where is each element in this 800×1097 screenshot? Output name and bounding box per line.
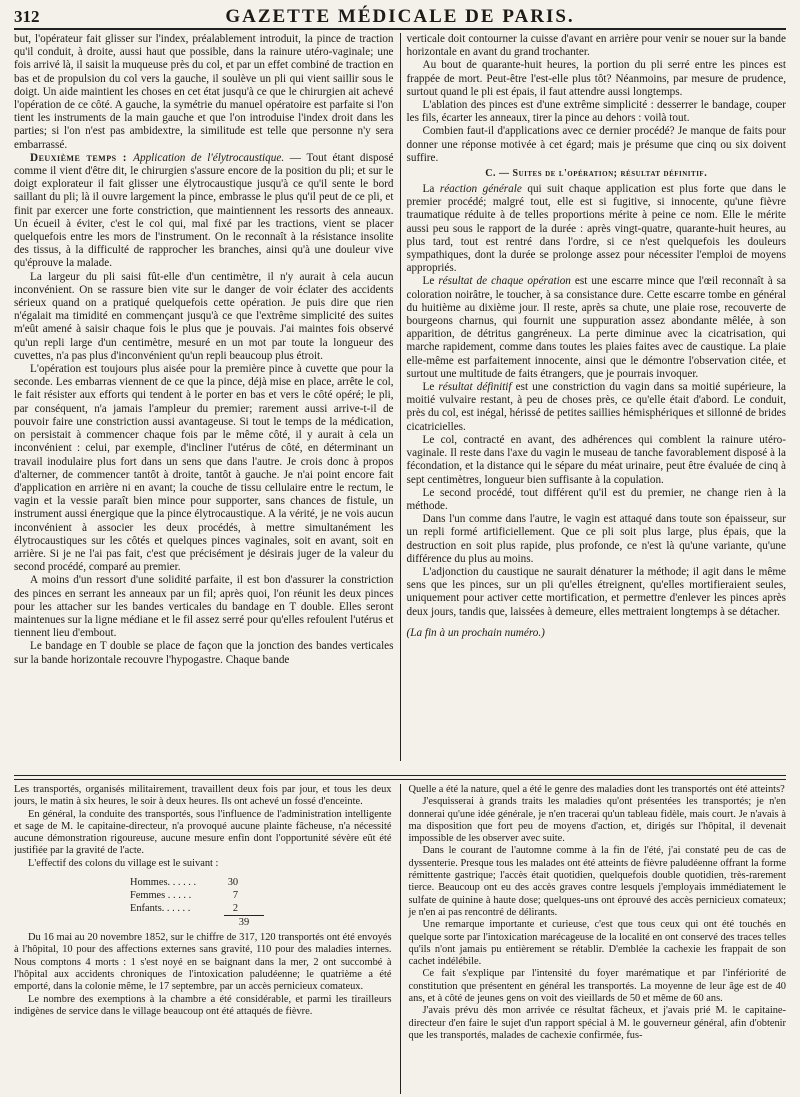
bottom-section [14,784,786,1094]
paragraph-text: Dans l'un comme dans l'autre, le vagin est attaqué dans toute son épaisseur, sur un repli formé artificiellement. Que ce pli soit plus large, plus épais, que la destruction en soit plus rapide, plus profonde, ce n'est là qu'une variante, qu'une différence du plus au moins. [406,513,786,565]
paragraph-text: Dans le courant de l'automne comme à la fin de l'été, j'ai constaté peu de cas de dyssenterie. Presque tous les malades ont été atteints de fièvre paludéenne offrant la forme rémittente gastrique; l'accès était quotidien, quelquefois double quotidien, très-rarement tierce. Beaucoup ont eu des accès graves contre lesquels j'employais immédiatement le sulfate de quinine à haute dose; quelques-uns ont éprouvé des accès pernicieux comateux; je n'en ai pas rencontré de délirants. [408,845,786,918]
headcount-total: 39 [224,915,264,928]
paragraph [407,566,787,619]
section-subheading: C. — Suites de l'opération; résultat définitif. [485,168,708,180]
bottom-right-column [400,784,787,1094]
row-label: Enfants. . . . . . [130,903,191,915]
paragraph-text: Combien faut-il d'applications avec ce dernier procédé? Je manque de faits pour donner une réponse motivée à cet égard; mais je présume que cinq ou six doivent suffire. [406,125,786,164]
paragraph [14,932,392,993]
paragraph [14,574,394,640]
paragraph-text: — Tout étant disposé comme il vient d'être dit, le chirurgien s'assure encore de la position du pli; et sur le doigt explorateur il fait glisser une élytrocaustique jusqu'à ce qu'il sente le bord saillant du pli; là il ouvre largement la pince, embrasse le plus qu'il peut de ce pli, et finit par exercer une forte constriction, que maintiennent les ressorts des anneaux. Un écueil à éviter, c'est le col qui, mal fixé par les tractions, vient se placer quelquefois entre les mors de l'instrument. On le reconnaît à la résistance insolite des tissus, à la difficulté de rapprocher les branches, ainsi qu'à une douleur vive qu'éprouve la malade. [14,151,394,270]
paragraph-text: Une remarque importante et curieuse, c'est que tous ceux qui ont été touchés en quelque sorte par l'intoxication marécageuse de la localité en ont conservé des traces telles qu'ils n'ont jamais pu entièrement se rétablir. D'emblée la cachexie les frappait de son cachet indélébile. [408,919,786,968]
paragraph-text: Le nombre des exemptions à la chambre a été considérable, et parmi les tirailleurs indigènes de service dans le village beaucoup ont été attaqués de fièvre. [14,993,392,1017]
paragraph [407,99,787,125]
table-row [124,902,244,915]
paragraph [14,152,394,271]
table-row [124,889,244,902]
row-value: 2 [232,903,239,915]
paragraph-text: verticale doit contourner la cuisse d'avant en arrière pour venir se nouer sur la bande horizontale en avant du grand trochanter. [406,33,786,59]
emphasis-term: réaction générale [439,183,522,196]
paragraph-text: L'effectif des colons du village est le suivant : [28,857,219,869]
paragraph-text: L'ablation des pinces est d'une extrême simplicité : desserrer le bandage, couper les fils, écarter les anneaux, tirer la pince au dehors : voilà tout. [406,99,786,125]
row-value: 30 [227,877,239,889]
paragraph-text: Au bout de quarante-huit heures, la portion du pli serré entre les pinces est frappée de mort. Peut-être l'est-elle plus tôt? Néanmoins, par mesure de prudence, surtout quand le pli est épais, il faut attendre aussi longtemps. [406,59,786,98]
paragraph [409,919,787,968]
paragraph-lead: Le [422,381,439,394]
paragraph-text: but, l'opérateur fait glisser sur l'index, préalablement introduit, la pince de traction qu'il conduit, à droite, aussi haut que possible, dans la rainure utéro-vaginale; une fois arrivé là, il saisit la muqueuse près du col, et par un effet combiné de traction en bas et de propulsion du col vers la gauche, il soulève un pli qui vient saillir sous le doigt. Un aide maintient les choses en cet état jusqu'à ce que le chirurgien ait achevé l'opération de ce côté. A gauche, la symétrie du manuel opératoire est parfaite si l'on tient les instruments de la main gauche et que l'on introduise l'index droit dans les parties; si l'on n'est pas ambidextre, la similitude est telle que personne n'y sera embarrassé. [14,33,394,151]
section-separator [14,775,786,780]
paragraph [14,809,392,858]
paragraph-text: Les transportés, organisés militairement, travaillent deux fois par jour, et tous les deux jours, le matin à six heures, le soir à deux heures. Ils ont achevé un fossé d'enceinte. [14,784,392,808]
paragraph-text: L'opération est toujours plus aisée pour la première pince à cuvette que pour la seconde. Les embarras viennent de ce que la pince, déjà mise en place, arrête le col, le fait résister aux efforts qui tendent à le porter en bas et vers le côté opéré; le pli, par conséquent, n'a jamais l'ampleur du premier; rarement aussi arrive-t-il de pouvoir faire une constriction aussi avantageuse. Si tout le temps de la médication, on persistait à commencer chaque fois par le même côté, il y aurait à cela un inconvénient : celui, par exemple, d'incliner l'utérus de côté, en déterminant un travail inodulaire plus fort dans un sens que dans l'autre. Je crois donc à propos d'alterner, de commencer tantôt à droite, tantôt à gauche. Je n'ai point encore fait d'application en arrière ni en avant; la couche de tissu cellulaire entre le rectum, le vagin et la vessie paraît bien mince pour supporter, sans chances de fistule, un instrument aussi énergique que la pince élytrocaustique. A la vérité, je ne vois aucun inconvénient à associer les deux procédés, à mettre simultanément les élytrocaustiques sur les côtés et quelques pinces vaginales, soit en avant, soit en arrière. Si je ne l'ai pas fait, c'est que précisément je désirais juger de la valeur du second procédé, comparé au premier. [14,363,394,574]
paragraph [407,59,787,99]
top-left-column [14,33,400,761]
section-heading: Deuxième temps : [30,151,134,164]
paragraph [409,845,787,919]
paragraph [407,33,787,59]
paragraph [407,434,787,487]
journal-title: GAZETTE MÉDICALE DE PARIS. [225,6,575,27]
paragraph [407,381,787,434]
top-right-column [400,33,787,761]
top-section [14,33,786,761]
paragraph [14,784,392,809]
paragraph [407,275,787,381]
paragraph [409,784,787,796]
emphasis-term: résultat définitif [438,381,512,394]
paragraph-text: J'avais prévu dès mon arrivée ce résultat fâcheux, et j'avais prié M. le capitaine-directeur d'en faire le sujet d'un rapport spécial à M. le gouverneur général, afin d'obtenir que les transportés, malades de cachexie confirmée, fus- [408,1005,786,1041]
table-row [124,876,244,889]
paragraph-lead: La [422,183,440,196]
paragraph-text: est une constriction du vagin dans sa moitié supérieure, la moitié vulvaire restant, à peu de choses près, ce qu'elle était d'abord. Le conduit, près du col, est inégal, hérissé de petites saillies hémisphériques et sillonné de brides cicatricielles. [406,381,786,433]
emphasis-term: résultat de chaque opération [438,275,571,288]
paragraph-text: Ce fait s'explique par l'intensité du foyer marématique et par l'infériorité de constitution que présentent en général les transportés. La moyenne de leur âge est de 40 ans, et à côté de jeunes gens on voit des vieillards de 50 et même de 60 ans. [408,968,786,1005]
page-header [14,6,786,30]
row-value: 7 [232,890,239,902]
colon-headcount-table [124,876,244,915]
paragraph-text: La largeur du pli saisi fût-elle d'un centimètre, il n'y aurait à cela aucun inconvénient. On se rassure bien vite sur le danger de voir éclater des accidents sérieux quand on a pratiqué quelquefois cette opération. Je puis dire que rien n'égalait ma timidité en commençant jusqu'à ce que l'extrême simplicité des suites m'eût amené à saisir chaque fois le plus que je pouvais. J'ai maintes fois observé qu'un repli large d'un centimètre, mesuré en un mot par toute la longueur des cuvettes, n'a pas plus d'inconvénient qu'un repli beaucoup plus étroit. [14,270,394,362]
paragraph-text: qui suit chaque application est plus forte que dans le premier procédé; malgré tout, elle est si fugitive, si innocente, qu'une fièvre traumatique réduite à de telles proportions mérite à peine ce nom. Elle le mérite aussi peu sous le rapport de la durée : après vingt-quatre, quarante-huit heures, au plus tard, tout est rentré dans l'ordre, si ce n'est quelquefois les douleurs sympathiques, dont la durée se prolonge assez pour nécessiter l'emploi de moyens appropriés. [406,183,786,275]
paragraph-text: Du 16 mai au 20 novembre 1852, sur le chiffre de 317, 120 transportés ont été envoyés à l'hôpital, 10 pour des affections externes sans gravité, 110 pour des maladies internes. Nous comptons 4 morts : 1 s'est noyé en se baignant dans la mer, 2 ont succombé à l'hôpital aux accidents chroniques de l'intoxication paludéenne; le quatrième a été emporté, dans la colonie même, le 17 septembre, par un accès pernicieux comateux. [14,932,392,993]
paragraph [407,183,787,275]
paragraph [409,796,787,845]
row-label: Hommes. . . . . . [130,877,197,889]
paragraph-text: Le col, contracté en avant, des adhérences qui comblent la rainure utéro-vaginale. Il reste dans l'axe du vagin le museau de tanche favorablement disposé à la fécondation, et la distance qui le sépare du méat urinaire, peut être évaluée de cinq à sept centimètres, longueur bien suffisante à la copulation. [406,433,786,486]
continuation-note: (La fin à un prochain numéro.) [406,626,545,639]
paragraph-text: A moins d'un ressort d'une solidité parfaite, il est bon d'assurer la constriction des pinces en serrant les anneaux par un fil; après quoi, l'on réunit les deux pinces pour les attacher sur les bandes verticales du bandage en T double. Elles seront maintenues sur la ligne médiane et le fil assez serré pour qu'elles refoulent l'utérus et tiennent lieu d'embout. [14,574,394,640]
paragraph-text: Quelle a été la nature, quel a été le genre des maladies dont les transportés ont été atteints? [408,784,785,795]
paragraph [407,125,787,165]
paragraph [14,363,394,574]
paragraph [14,640,394,666]
paragraph-text: En général, la conduite des transportés, sous l'influence de l'administration intelligente et sage de M. le capitaine-directeur, n'a provoqué aucune plainte fâcheuse, n'a nécessité aucune démonstration rigoureuse, aucune mesure enfin dont l'opportunité sévère eût été justifiée par la gravité de l'acte. [14,808,392,857]
paragraph-text: Le second procédé, tout différent qu'il est du premier, ne change rien à la méthode. [406,486,786,512]
row-label: Femmes . . . . . [130,890,192,902]
paragraph [407,487,787,513]
paragraph [409,1005,787,1042]
emphasis-term: Application de l'élytrocaustique. [133,151,285,164]
page-number: 312 [14,7,40,26]
paragraph [14,994,392,1019]
bottom-left-column [14,784,400,1094]
paragraph [407,513,787,566]
paragraph [14,271,394,363]
paragraph [14,33,394,152]
paragraph [409,968,787,1005]
paragraph-text: Le bandage en T double se place de façon que la jonction des bandes verticales sur la bande horizontale recouvre l'hypogastre. Chaque bande [14,640,394,666]
paragraph-lead: Le [422,275,439,288]
paragraph-text: est une escarre mince que l'œil reconnaît à sa coloration noirâtre, le toucher, à sa consistance dure. Cette escarre tombe en général du huitième au dixième jour. Il reste, après sa chute, une plaie rose, recouverte de bourgeons charnus, qui fournit une suppuration assez abondante mêlée, à son apparition, de détritus gangréneux. La perte diminue avec la cicatrisation, qui marche rapidement, comme dans toutes les plaies faites avec de caustique. La plaie elle-même est parfaitement innocente, ainsi que le démontre l'observation citée, et surtout une multitude de faits étrangers, que je pourrais invoquer. [406,275,786,380]
paragraph [14,858,392,870]
paragraph-text: J'esquisserai à grands traits les maladies qu'ont présentées les transportés; je n'en donnerai qu'une idée générale, je n'en tracerai qu'un tableau fidèle, mais court. Je n'avais à ma disposition que fort peu de moyens d'action, et, dirigés sur l'hôpital, il devenait impossible de les observer avec suite. [408,796,786,845]
paragraph-text: L'adjonction du caustique ne saurait dénaturer la méthode; il agit dans le même sens que les pinces, sur un pli qu'elles étreignent, qu'elles mortifieraient seules, uniquement pour activer cette mortification, et permettre d'enlever les pinces après deux jours, tandis que, laissées à demeure, elles mettraient longtemps à se détacher. [406,565,786,618]
